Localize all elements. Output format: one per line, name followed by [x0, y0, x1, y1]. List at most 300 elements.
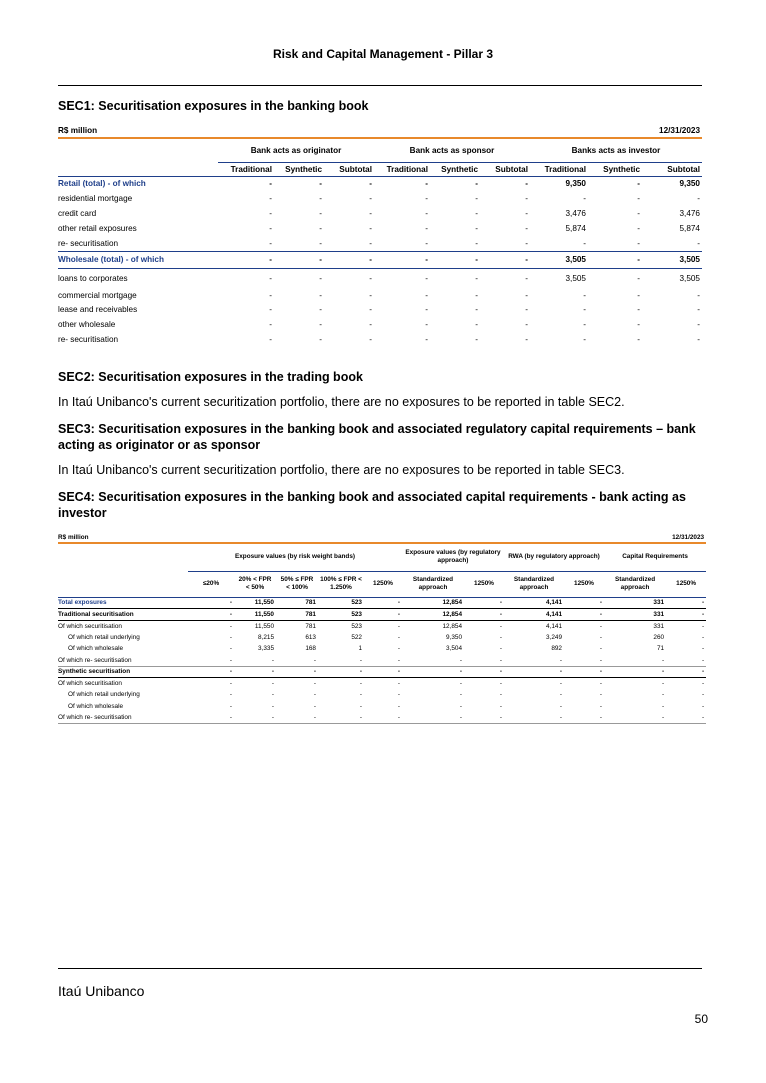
footer-company: Itaú Unibanco: [58, 983, 145, 999]
sec4-cell: 781: [305, 622, 316, 630]
table-row: [58, 191, 702, 206]
sec4-cell: -: [499, 622, 502, 630]
sec4-cell: -: [701, 680, 705, 687]
sec1-cell: -: [425, 238, 428, 248]
sec4-cell: 331: [604, 609, 666, 621]
sec1-col-header: Traditional: [374, 162, 430, 176]
sec1-cell: -: [369, 224, 372, 233]
sec4-cell: -: [313, 691, 316, 699]
sec1-cell: -: [269, 224, 272, 233]
sec4-cell: -: [188, 655, 234, 667]
sec4-cell: -: [661, 691, 665, 699]
sec4-cell: -: [599, 633, 602, 641]
sec4-cell: -: [559, 691, 562, 699]
sec1-cell: -: [697, 238, 700, 248]
sec1-cell: -: [425, 224, 428, 233]
sec4-cell: -: [229, 633, 232, 641]
sec1-cell: -: [480, 251, 530, 268]
sec4-cell: 12,854: [402, 609, 464, 621]
sec4-cell: -: [661, 702, 665, 710]
sec4-unit: R$ million: [58, 532, 188, 543]
sec1-cell: -: [319, 194, 322, 203]
sec4-col-header: Standardized approach: [402, 571, 464, 597]
sec1-cell: -: [425, 209, 428, 218]
sec4-cell: -: [276, 655, 318, 667]
sec1-cell: -: [369, 194, 372, 203]
sec4-row-label: Of which retail underlying: [68, 633, 140, 641]
table-row: [58, 712, 706, 724]
sec1-cell: -: [583, 238, 586, 248]
sec1-row-label: other retail exposures: [58, 224, 137, 233]
sec1-cell: -: [218, 251, 274, 268]
sec4-cell: -: [229, 645, 232, 653]
sec4-cell: -: [499, 633, 502, 641]
sec4-cell: -: [701, 702, 705, 710]
sec1-group-sponsor: Bank acts as sponsor: [409, 145, 495, 155]
sec1-cell: -: [525, 305, 528, 314]
sec4-col-header: 100% ≤ FPR < 1.250%: [318, 571, 364, 597]
sec1-cell: -: [319, 335, 322, 344]
sec1-row-label: residential mortgage: [58, 194, 133, 203]
sec1-cell: -: [637, 194, 640, 203]
sec1-col-header: Subtotal: [324, 162, 374, 176]
sec4-cell: -: [397, 702, 400, 710]
sec1-cell: -: [637, 273, 640, 283]
sec1-cell: -: [637, 305, 640, 314]
sec4-cell: -: [397, 645, 400, 653]
sec4-row-label: Of which wholesale: [68, 645, 124, 653]
sec4-cell: 892: [551, 645, 562, 653]
sec4-cell: -: [359, 702, 362, 710]
sec1-cell: 3,505: [530, 251, 588, 268]
sec1-cell: -: [319, 290, 322, 300]
sec1-cell: 9,350: [530, 176, 588, 191]
sec4-col-header: 1250%: [666, 571, 706, 597]
sec1-cell: -: [475, 224, 478, 233]
sec4-cell: -: [464, 655, 504, 667]
sec1-cell: -: [374, 176, 430, 191]
sec4-cell: -: [318, 712, 364, 724]
sec4-cell: -: [604, 666, 666, 678]
sec4-cell: 71: [656, 645, 665, 653]
sec4-cell: -: [229, 691, 232, 699]
sec4-row-label: Traditional securitisation: [58, 609, 188, 621]
sec4-cell: -: [318, 655, 364, 667]
sec1-cell: -: [425, 335, 428, 344]
sec4-cell: -: [459, 680, 462, 687]
sec4-cell: -: [559, 680, 562, 687]
sec4-cell: -: [364, 655, 402, 667]
sec1-row-label: Retail (total) - of which: [58, 176, 218, 191]
sec1-cell: -: [319, 209, 322, 218]
sec4-col-header: 1250%: [464, 571, 504, 597]
sec4-cell: 331: [653, 622, 665, 630]
sec4-cell: -: [313, 702, 316, 710]
sec1-cell: -: [697, 194, 700, 203]
sec1-group-investor: Banks acts as investor: [571, 145, 661, 155]
sec1-cell: -: [637, 238, 640, 248]
sec1-row-label: loans to corporates: [58, 273, 128, 283]
sec4-cell: -: [359, 691, 362, 699]
table-row: [58, 317, 702, 332]
sec4-cell: -: [599, 702, 602, 710]
sec4-cell: -: [464, 712, 504, 724]
sec1-cell: -: [218, 176, 274, 191]
sec3-text: In Itaú Unibanco's current securitization portfolio, there are no exposures to be reported in table SEC3.: [58, 463, 625, 477]
sec1-cell: -: [525, 273, 528, 283]
sec1-cell: -: [425, 290, 428, 300]
sec1-cell: -: [369, 305, 372, 314]
sec2-text: In Itaú Unibanco's current securitization portfolio, there are no exposures to be reported in table SEC2.: [58, 395, 625, 409]
sec1-cell: -: [525, 320, 528, 329]
sec4-cell: -: [564, 666, 604, 678]
sec1-row-label: other wholesale: [58, 320, 116, 329]
sec4-cell: 12,854: [402, 597, 464, 609]
sec1-heading: SEC1: Securitisation exposures in the banking book: [58, 99, 369, 113]
sec1-col-header: Synthetic: [588, 162, 642, 176]
sec4-cell: -: [364, 666, 402, 678]
sec4-cell: 613: [305, 633, 316, 641]
sec4-cell: -: [318, 666, 364, 678]
sec4-cell: -: [504, 712, 564, 724]
page-header-title: Risk and Capital Management - Pillar 3: [272, 47, 494, 61]
table-row: [58, 251, 702, 268]
sec1-cell: -: [430, 176, 480, 191]
sec4-cell: -: [661, 680, 665, 687]
sec1-cell: -: [369, 273, 372, 283]
table-row: [58, 302, 702, 317]
sec1-cell: -: [637, 290, 640, 300]
sec2-heading: SEC2: Securitisation exposures in the trading book: [58, 370, 363, 384]
sec4-cell: 3,335: [258, 645, 274, 653]
sec4-cell: 523: [351, 622, 362, 630]
sec4-cell: -: [276, 712, 318, 724]
sec1-cell: -: [274, 251, 324, 268]
sec1-cell: -: [425, 273, 428, 283]
sec1-cell: -: [480, 176, 530, 191]
sec1-cell: -: [697, 320, 700, 329]
sec1-cell: -: [369, 209, 372, 218]
sec1-cell: -: [475, 290, 478, 300]
sec4-cell: -: [564, 655, 604, 667]
sec1-cell: -: [319, 273, 322, 283]
sec4-cell: -: [464, 597, 504, 609]
sec4-cell: 4,141: [504, 609, 564, 621]
sec3-heading: SEC3: Securitisation exposures in the banking book and associated regulatory capital requirements – bank acting as originator or as sponsor: [58, 422, 696, 452]
sec1-col-header: Subtotal: [642, 162, 702, 176]
sec4-cell: -: [666, 712, 706, 724]
sec1-col-header: Subtotal: [480, 162, 530, 176]
table-row: [58, 689, 706, 701]
sec1-cell: -: [475, 238, 478, 248]
sec4-cell: 781: [276, 609, 318, 621]
sec4-cell: 4,141: [504, 597, 564, 609]
sec1-cell: 9,350: [642, 176, 702, 191]
sec1-cell: -: [269, 273, 272, 283]
sec1-cell: -: [269, 209, 272, 218]
table-row: [58, 609, 706, 621]
sec4-cell: -: [464, 609, 504, 621]
sec1-cell: -: [319, 238, 322, 248]
sec4-cell: -: [234, 666, 276, 678]
sec1-cell: -: [588, 251, 642, 268]
sec1-cell: -: [369, 238, 372, 248]
sec4-cell: -: [564, 597, 604, 609]
sec1-cell: -: [525, 224, 528, 233]
sec1-row-label: commercial mortgage: [58, 290, 137, 300]
sec1-cell: -: [369, 320, 372, 329]
sec4-cell: -: [234, 712, 276, 724]
sec4-row-label: Of which wholesale: [68, 702, 124, 710]
sec1-unit: R$ million: [58, 124, 218, 138]
page-number: 50: [694, 1012, 708, 1026]
sec1-cell: -: [269, 290, 272, 300]
sec1-cell: -: [525, 209, 528, 218]
sec4-group-exposure-approach: Exposure values (by regulatory approach): [405, 549, 501, 565]
sec4-cell: 781: [276, 597, 318, 609]
sec1-cell: -: [374, 251, 430, 268]
sec4-cell: -: [701, 691, 705, 699]
sec4-cell: -: [313, 680, 316, 687]
sec4-col-header: ≤20%: [188, 571, 234, 597]
table-row: [58, 701, 706, 713]
table-row: [58, 176, 702, 191]
sec1-cell: -: [697, 305, 700, 314]
sec1-table: [58, 124, 702, 347]
sec4-cell: 331: [604, 597, 666, 609]
table-row: [58, 221, 702, 236]
sec4-cell: -: [499, 680, 502, 687]
sec4-cell: -: [397, 633, 400, 641]
sec1-cell: -: [583, 335, 586, 344]
sec4-cell: 3,504: [446, 645, 462, 653]
sec4-group-rwa: RWA (by regulatory approach): [508, 553, 600, 561]
table-row: [58, 643, 706, 655]
sec4-cell: -: [459, 702, 462, 710]
sec1-cell: -: [425, 320, 428, 329]
sec1-cell: -: [697, 290, 700, 300]
sec1-cell: -: [583, 320, 586, 329]
sec1-cell: -: [269, 335, 272, 344]
sec1-cell: -: [269, 194, 272, 203]
sec4-cell: -: [599, 645, 602, 653]
sec4-row-label: Synthetic securitisation: [58, 666, 188, 678]
sec4-cell: 523: [318, 609, 364, 621]
sec4-cell: -: [359, 680, 362, 687]
sec1-cell: -: [319, 320, 322, 329]
sec4-cell: -: [364, 609, 402, 621]
sec1-cell: -: [269, 320, 272, 329]
sec1-col-header: Traditional: [530, 162, 588, 176]
sec4-col-header: 50% ≤ FPR < 100%: [276, 571, 318, 597]
sec4-table: [58, 532, 706, 724]
sec4-row-label: Total exposures: [58, 597, 188, 609]
sec1-cell: -: [430, 251, 480, 268]
sec1-row-label: lease and receivables: [58, 305, 138, 314]
sec1-cell: -: [475, 273, 478, 283]
sec4-cell: -: [666, 609, 706, 621]
sec1-cell: 3,505: [565, 273, 586, 283]
sec1-cell: -: [637, 209, 640, 218]
sec1-cell: 3,476: [679, 209, 700, 218]
sec4-heading: SEC4: Securitisation exposures in the banking book and associated capital requirements - bank acting as investor: [58, 490, 686, 520]
sec4-cell: -: [599, 680, 602, 687]
sec1-cell: 3,505: [642, 251, 702, 268]
sec4-cell: 11,550: [234, 597, 276, 609]
sec4-col-header: 1250%: [564, 571, 604, 597]
sec1-cell: -: [525, 335, 528, 344]
sec1-cell: -: [583, 194, 586, 203]
sec4-row-label: Of which securitisation: [58, 680, 122, 687]
sec4-col-header: 20% < FPR < 50%: [234, 571, 276, 597]
sec4-cell: -: [564, 609, 604, 621]
sec1-cell: -: [588, 176, 642, 191]
sec4-cell: 4,141: [546, 622, 562, 630]
sec4-row-label: Of which re- securitisation: [58, 655, 188, 667]
sec4-cell: -: [564, 712, 604, 724]
sec1-group-originator: Bank acts as originator: [250, 145, 342, 155]
sec4-row-label: Of which securitisation: [58, 622, 122, 630]
table-row: [58, 655, 706, 667]
sec1-col-header: Traditional: [218, 162, 274, 176]
sec4-cell: -: [271, 680, 274, 687]
sec1-cell: -: [475, 335, 478, 344]
table-row: [58, 678, 706, 690]
sec4-cell: -: [604, 655, 666, 667]
sec1-row-label: credit card: [58, 209, 97, 218]
sec4-cell: -: [229, 702, 232, 710]
sec1-row-label: Wholesale (total) - of which: [58, 251, 218, 268]
sec1-cell: -: [425, 194, 428, 203]
sec1-cell: -: [525, 238, 528, 248]
sec1-cell: -: [324, 176, 374, 191]
sec4-col-header: Standardized approach: [604, 571, 666, 597]
sec4-cell: 11,550: [254, 622, 274, 630]
sec4-cell: 523: [318, 597, 364, 609]
table-row: [58, 268, 702, 288]
sec4-group-capital: Capital Requirements: [622, 553, 688, 561]
sec1-cell: -: [637, 335, 640, 344]
sec1-cell: -: [269, 238, 272, 248]
sec4-cell: -: [234, 655, 276, 667]
table-row: [58, 332, 702, 347]
sec4-cell: -: [402, 666, 464, 678]
sec4-cell: -: [701, 645, 705, 653]
sec1-cell: -: [637, 320, 640, 329]
sec1-cell: -: [269, 305, 272, 314]
sec1-cell: -: [274, 176, 324, 191]
sec1-date: 12/31/2023: [642, 124, 702, 138]
sec4-cell: -: [459, 691, 462, 699]
sec4-cell: -: [397, 691, 400, 699]
sec4-row-label: Of which re- securitisation: [58, 712, 188, 724]
sec1-cell: 3,476: [565, 209, 586, 218]
sec1-cell: -: [583, 305, 586, 314]
sec4-cell: -: [397, 680, 400, 687]
sec1-cell: 5,874: [679, 224, 700, 233]
sec1-cell: -: [525, 194, 528, 203]
sec4-cell: -: [504, 655, 564, 667]
sec4-cell: -: [188, 609, 234, 621]
sec4-cell: -: [499, 645, 502, 653]
sec4-col-header: 1250%: [364, 571, 402, 597]
sec4-cell: -: [188, 666, 234, 678]
header-divider: [58, 85, 702, 86]
sec4-cell: -: [464, 666, 504, 678]
sec1-row-label: re- securitisation: [58, 238, 119, 248]
sec4-cell: -: [666, 655, 706, 667]
sec1-cell: -: [319, 224, 322, 233]
sec4-cell: -: [188, 712, 234, 724]
sec1-cell: -: [475, 305, 478, 314]
sec4-cell: -: [271, 702, 274, 710]
table-row: [58, 206, 702, 221]
sec4-cell: 522: [351, 633, 362, 641]
sec1-cell: -: [583, 290, 586, 300]
sec4-cell: -: [271, 691, 274, 699]
sec4-row-label: Of which retail underlying: [68, 691, 140, 699]
sec4-cell: 8,215: [258, 633, 274, 641]
sec1-cell: 5,874: [565, 224, 586, 233]
sec4-cell: -: [364, 712, 402, 724]
sec4-cell: -: [499, 702, 502, 710]
sec1-cell: -: [324, 251, 374, 268]
sec4-cell: -: [188, 597, 234, 609]
sec1-cell: -: [697, 335, 700, 344]
sec4-cell: 3,249: [546, 633, 562, 641]
sec4-cell: -: [666, 597, 706, 609]
sec4-cell: -: [701, 622, 705, 630]
sec4-cell: -: [402, 655, 464, 667]
sec4-cell: -: [666, 666, 706, 678]
sec4-cell: -: [499, 691, 502, 699]
sec4-cell: 168: [305, 645, 316, 653]
sec1-row-label: re- securitisation: [58, 335, 119, 344]
table-row: [58, 620, 706, 632]
sec4-cell: -: [504, 666, 564, 678]
sec1-cell: -: [319, 305, 322, 314]
sec4-cell: -: [402, 712, 464, 724]
sec4-cell: -: [229, 680, 232, 687]
table-row: [58, 597, 706, 609]
table-row: [58, 288, 702, 302]
sec4-group-risk-weight: Exposure values (by risk weight bands): [234, 553, 356, 561]
sec1-cell: -: [369, 335, 372, 344]
sec4-cell: -: [364, 597, 402, 609]
sec4-cell: -: [276, 666, 318, 678]
sec4-col-header: Standardized approach: [504, 571, 564, 597]
sec4-cell: -: [599, 622, 602, 630]
sec4-cell: -: [229, 622, 232, 630]
sec4-cell: -: [397, 622, 400, 630]
table-row: [58, 236, 702, 251]
sec1-cell: -: [475, 194, 478, 203]
sec1-cell: 3,505: [679, 273, 700, 283]
sec4-cell: 9,350: [446, 633, 462, 641]
table-row: [58, 632, 706, 644]
sec1-cell: -: [425, 305, 428, 314]
sec1-cell: -: [525, 290, 528, 300]
sec1-col-header: Synthetic: [274, 162, 324, 176]
sec4-cell: 260: [653, 633, 665, 641]
sec4-cell: -: [604, 712, 666, 724]
sec1-cell: -: [369, 290, 372, 300]
sec4-cell: 11,550: [234, 609, 276, 621]
sec4-cell: -: [701, 633, 705, 641]
sec1-cell: -: [637, 224, 640, 233]
sec4-cell: 12,854: [442, 622, 462, 630]
sec4-cell: -: [559, 702, 562, 710]
